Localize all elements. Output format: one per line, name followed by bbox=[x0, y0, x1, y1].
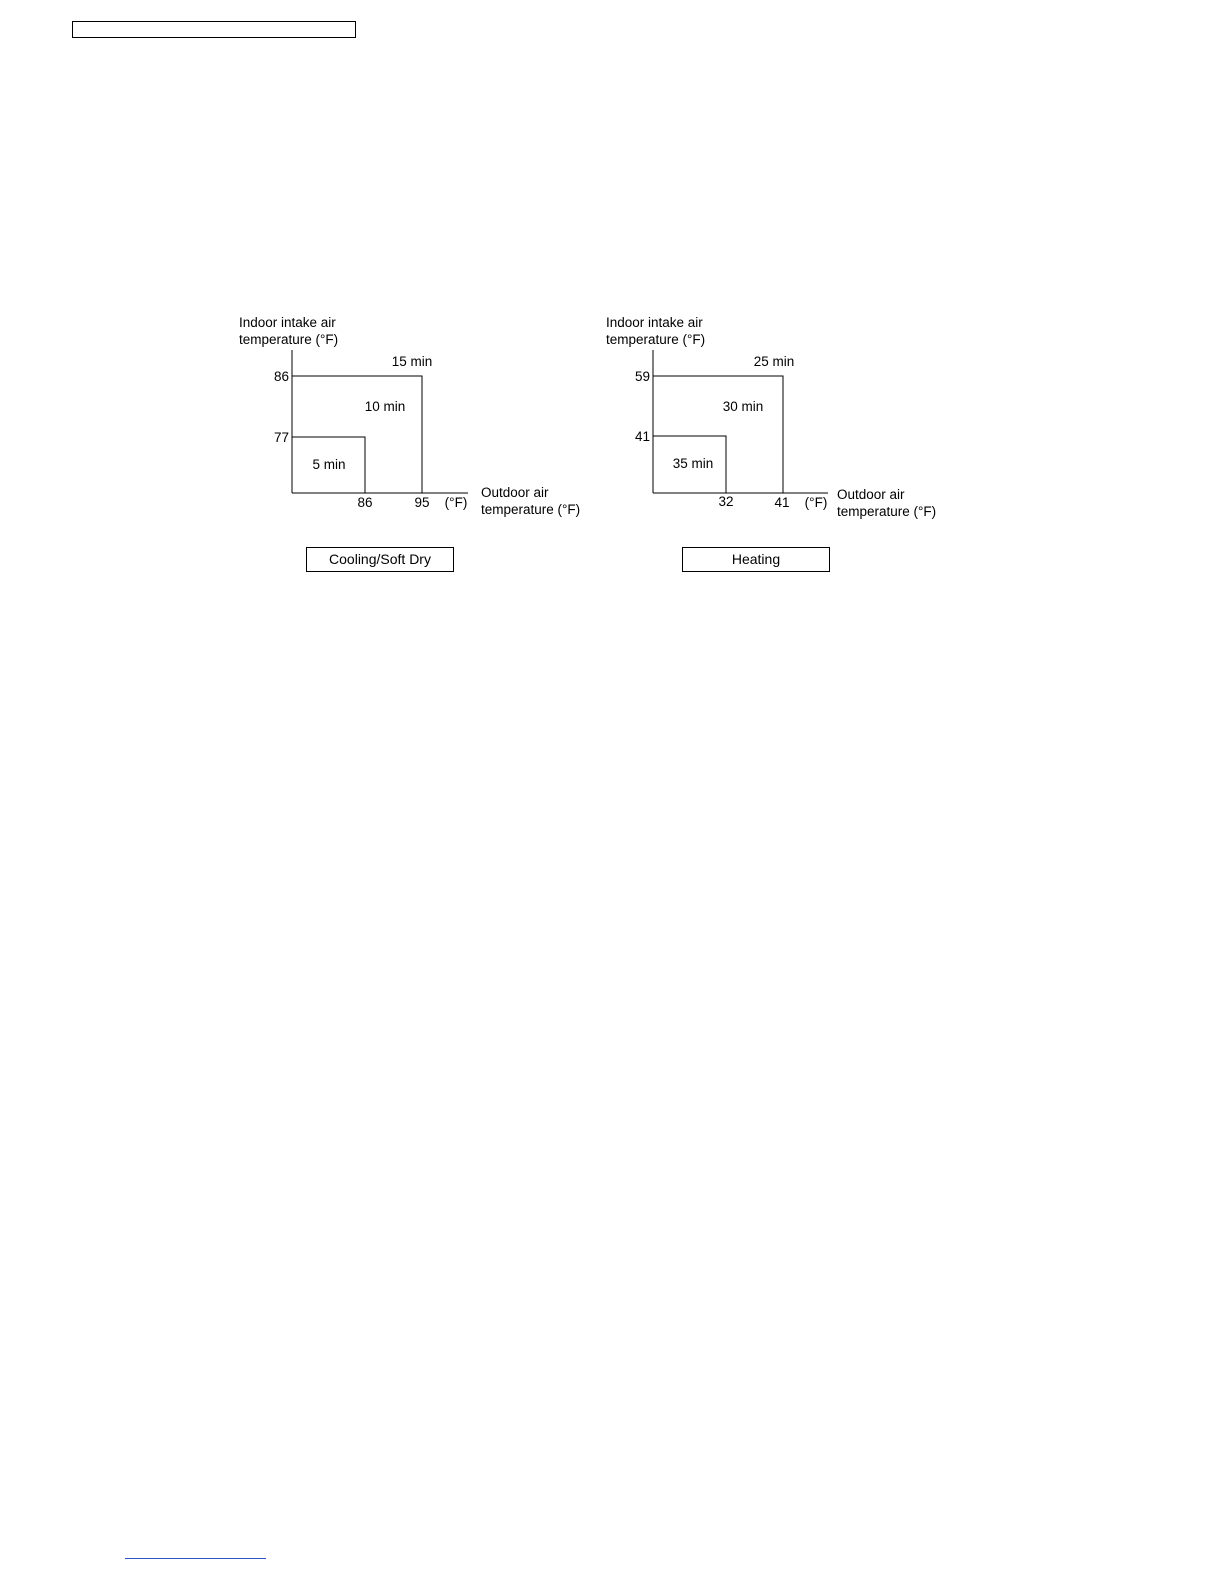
cooling-diagram bbox=[239, 315, 580, 517]
cooling-region-inner-label: 5 min bbox=[312, 457, 346, 472]
heating-outer-boundary bbox=[653, 376, 783, 493]
cooling-x-tick-low: 86 bbox=[357, 495, 373, 510]
cooling-y-tick-high: 86 bbox=[273, 369, 289, 384]
heating-region-middle-label: 30 min bbox=[722, 399, 764, 414]
heating-y-tick-low: 41 bbox=[634, 429, 650, 444]
cooling-x-tick-high: 95 bbox=[414, 495, 430, 510]
cooling-y-tick-low: 77 bbox=[273, 430, 289, 445]
cooling-x-axis-label-line2: temperature (°F) bbox=[481, 502, 581, 517]
footer-rule bbox=[125, 1558, 266, 1559]
heating-y-tick-high: 59 bbox=[634, 369, 650, 384]
cooling-x-axis-label-line1: Outdoor air bbox=[481, 485, 549, 500]
heating-diagram bbox=[606, 315, 936, 519]
heating-x-unit: (°F) bbox=[804, 495, 828, 510]
heating-x-axis-label-line2: temperature (°F) bbox=[837, 504, 937, 519]
heating-region-inner-label: 35 min bbox=[672, 456, 714, 471]
cooling-y-axis-label-line1: Indoor intake air bbox=[239, 315, 336, 330]
heating-y-axis-label-line1: Indoor intake air bbox=[606, 315, 703, 330]
cooling-region-outer-label: 15 min bbox=[391, 354, 433, 369]
cooling-mode-label: Cooling/Soft Dry bbox=[306, 547, 454, 572]
cooling-outer-boundary bbox=[292, 376, 422, 493]
heating-y-axis-label-line2: temperature (°F) bbox=[606, 332, 706, 347]
heating-x-tick-high: 41 bbox=[774, 495, 790, 510]
cooling-region-middle-label: 10 min bbox=[364, 399, 406, 414]
heating-x-tick-low: 32 bbox=[718, 494, 734, 509]
cooling-y-axis-label-line2: temperature (°F) bbox=[239, 332, 339, 347]
heating-x-axis-label-line1: Outdoor air bbox=[837, 487, 905, 502]
heating-mode-label: Heating bbox=[682, 547, 830, 572]
heating-region-outer-label: 25 min bbox=[753, 354, 795, 369]
cooling-x-unit: (°F) bbox=[444, 495, 468, 510]
